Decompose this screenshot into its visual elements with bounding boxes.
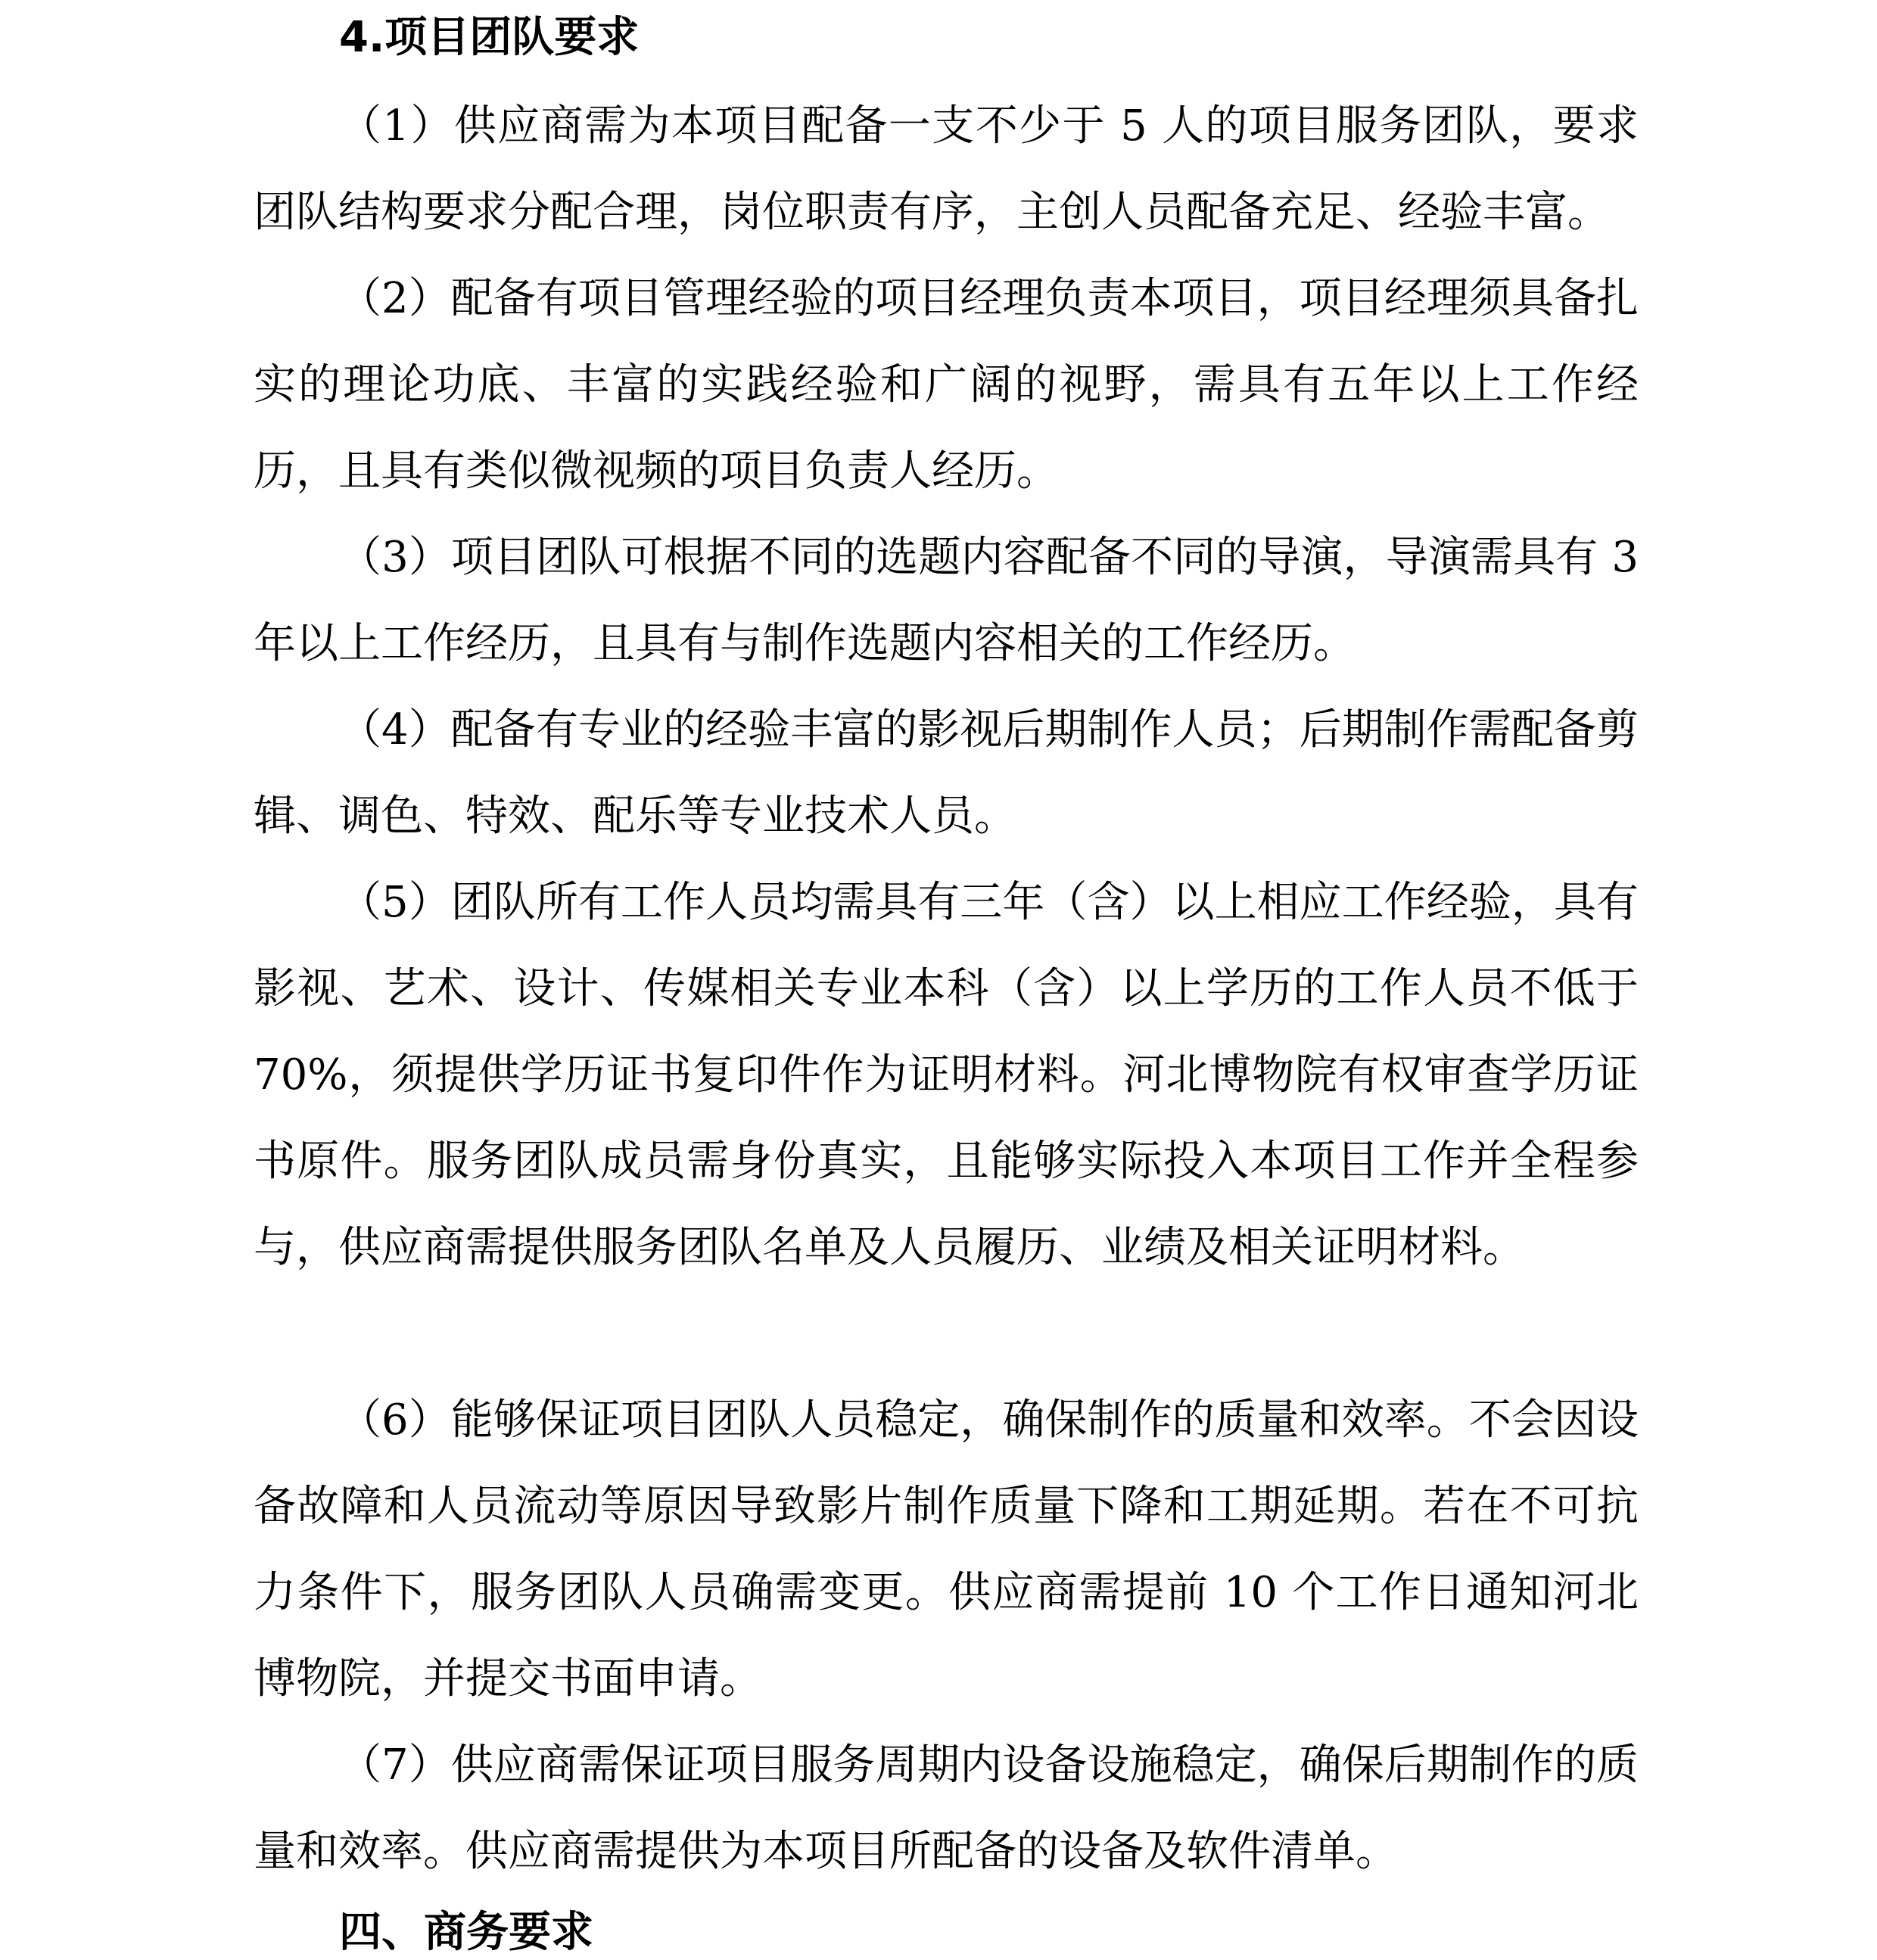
paragraph-3-directors: （3）项目团队可根据不同的选题内容配备不同的导演，导演需具有 3 年以上工作经历，且具有与制作选题内容相关的工作经历。 [254, 533, 1639, 668]
paragraph-2-project-manager: （2）配备有项目管理经验的项目经理负责本项目，项目经理须具备扎实的理论功底、丰富的实践经验和广阔的视野，需具有五年以上工作经历，且具有类似微视频的项目负责人经历。 [254, 274, 1639, 496]
paragraph-6-team-stability: （6）能够保证项目团队人员稳定，确保制作的质量和效率。不会因设备故障和人员流动等原因导致影片制作质量下降和工期延期。若在不可抗力条件下，服务团队人员确需变更。供应商需提前 10 个工作日通知河北博物院，并提交书面申请。 [254, 1395, 1639, 1703]
paragraph-4-post-production: （4）配备有专业的经验丰富的影视后期制作人员；后期制作需配备剪辑、调色、特效、配乐等专业技术人员。 [254, 705, 1639, 841]
paragraph-7-equipment: （7）供应商需保证项目服务周期内设备设施稳定，确保后期制作的质量和效率。供应商需提供为本项目所配备的设备及软件清单。 [254, 1741, 1639, 1876]
section-heading-team-requirements: 4.项目团队要求 [339, 13, 640, 62]
paragraph-1-team-size: （1）供应商需为本项目配备一支不少于 5 人的项目服务团队，要求团队结构要求分配合理，岗位职责有序，主创人员配备充足、经验丰富。 [254, 101, 1639, 237]
paragraph-5-qualifications: （5）团队所有工作人员均需具有三年（含）以上相应工作经验，具有影视、艺术、设计、传媒相关专业本科（含）以上学历的工作人员不低于 70%，须提供学历证书复印件作为证明材料。河北博物院有权审查学历证书原件。服务团队成员需身份真实，且能够实际投入本项目工作并全程参与，供应商需提供服务团队名单及人员履历、业绩及相关证明材料。 [254, 878, 1639, 1272]
section-heading-business-requirements: 四、商务要求 [339, 1908, 593, 1957]
